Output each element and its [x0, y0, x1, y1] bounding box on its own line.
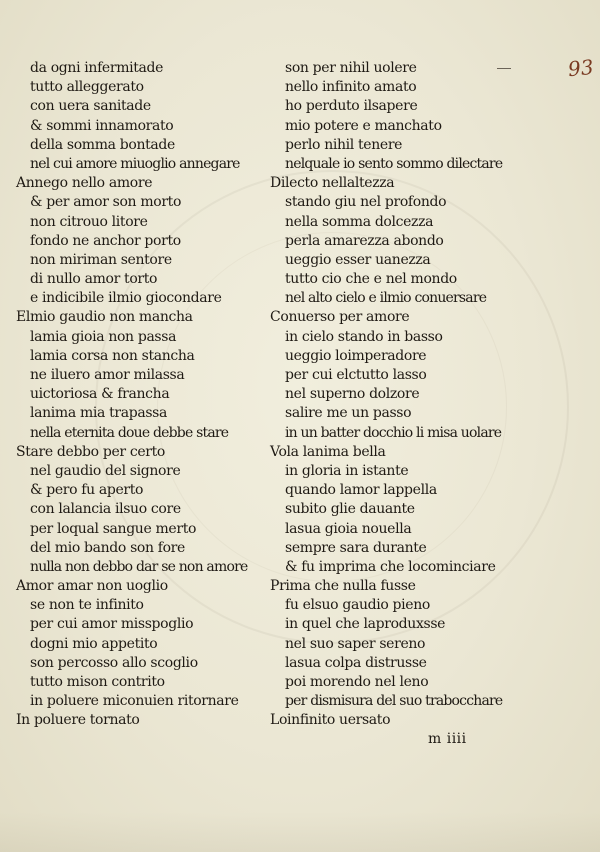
- verse-line: lamia corsa non stancha: [30, 347, 195, 364]
- verse-line: nella eternita doue debbe stare: [30, 424, 229, 441]
- verse-line: tutto alleggerato: [30, 79, 144, 96]
- verse-line: tutto cio che e nel mondo: [285, 271, 457, 288]
- verse-line: uictoriosa & francha: [30, 386, 170, 403]
- verse-line: perlo nihil tenere: [285, 136, 403, 153]
- verse-line: nulla non debbo dar se non amore: [30, 558, 248, 575]
- verse-line: della somma bontade: [30, 136, 175, 153]
- verse-line: con uera sanitade: [30, 98, 151, 115]
- verse-line: lasua colpa distrusse: [285, 654, 427, 671]
- verse-line: e indicibile ilmio giocondare: [30, 290, 222, 307]
- verse-line: Dilecto nellaltezza: [270, 175, 395, 192]
- verse-line: in poluere miconuien ritornare: [30, 693, 239, 710]
- verse-line: non miriman sentore: [30, 251, 172, 268]
- folio-mark: [497, 68, 511, 69]
- verse-line: perla amarezza abondo: [285, 232, 444, 249]
- verse-line: da ogni infermitade: [30, 60, 164, 76]
- verse-line: nel gaudio del signore: [30, 462, 181, 479]
- verse-line: non citrouo litore: [30, 213, 148, 230]
- verse-line: mio potere e manchato: [285, 117, 442, 134]
- verse-line: del mio bando son fore: [30, 539, 185, 556]
- verse-line: nella somma dolcezza: [285, 213, 434, 230]
- right-text-column: [270, 59, 503, 731]
- verse-line: nelquale io sento sommo dilectare: [285, 155, 503, 172]
- verse-line: per cui elctutto lasso: [285, 367, 427, 383]
- verse-line: & fu imprima che locominciare: [285, 558, 496, 575]
- verse-line: Loinfinito uersato: [270, 712, 391, 729]
- verse-line: tutto mison contrito: [30, 674, 165, 690]
- verse-line: sempre sara durante: [285, 539, 427, 556]
- verse-line: salire me un passo: [285, 405, 412, 422]
- verse-line: ueggio esser uanezza: [285, 251, 431, 268]
- left-text-column: [16, 59, 266, 731]
- verse-line: Prima che nulla fusse: [270, 578, 416, 595]
- verse-line: in quel che laproduxsse: [285, 616, 446, 633]
- verse-line: Annego nello amore: [16, 175, 153, 192]
- verse-line: & sommi innamorato: [30, 117, 174, 134]
- verse-line: in un batter docchio li misa uolare: [285, 424, 502, 441]
- verse-line: lanima mia trapassa: [30, 405, 167, 422]
- verse-line: Vola lanima bella: [270, 443, 386, 460]
- verse-line: & pero fu aperto: [30, 482, 144, 499]
- verse-line: nel superno dolzore: [285, 386, 420, 403]
- folio-number: 93: [566, 54, 595, 82]
- verse-line: lasua gioia nouella: [285, 520, 412, 537]
- verse-line: subito glie dauante: [285, 501, 415, 518]
- verse-line: in gloria in istante: [285, 462, 409, 479]
- verse-line: nello infinito amato: [285, 79, 417, 96]
- page-edge-shadow: [0, 812, 600, 852]
- verse-line: nel cui amore miuoglio annegare: [30, 155, 240, 172]
- verse-line: Conuerso per amore: [270, 309, 410, 326]
- verse-line: Stare debbo per certo: [16, 443, 165, 460]
- verse-line: Amor amar non uoglio: [16, 578, 168, 595]
- verse-line: son percosso allo scoglio: [30, 654, 198, 671]
- verse-line: fu elsuo gaudio pieno: [285, 597, 430, 614]
- verse-line: per dismisura del suo trabocchare: [285, 693, 503, 710]
- verse-line: Elmio gaudio non mancha: [16, 309, 193, 326]
- verse-line: ho perduto ilsapere: [285, 98, 418, 115]
- verse-line: di nullo amor torto: [30, 271, 158, 288]
- verse-line: con lalancia ilsuo core: [30, 501, 181, 518]
- signature-mark: m iiii: [428, 731, 467, 747]
- verse-line: stando giu nel profondo: [285, 194, 447, 211]
- verse-line: per loqual sangue merto: [30, 520, 197, 537]
- verse-line: ueggio loimperadore: [285, 347, 427, 364]
- verse-line: lamia gioia non passa: [30, 328, 177, 345]
- verse-line: son per nihil uolere: [285, 60, 417, 76]
- verse-line: in cielo stando in basso: [285, 328, 443, 345]
- verse-line: & per amor son morto: [30, 194, 182, 211]
- verse-line: ne iluero amor milassa: [30, 367, 185, 383]
- verse-line: dogni mio appetito: [30, 635, 158, 652]
- verse-line: nel suo saper sereno: [285, 635, 426, 652]
- verse-line: fondo ne anchor porto: [30, 232, 181, 249]
- verse-line: se non te infinito: [30, 597, 144, 614]
- verse-line: per cui amor misspoglio: [30, 616, 194, 633]
- verse-line: quando lamor lappella: [285, 482, 437, 499]
- verse-line: poi morendo nel leno: [285, 674, 429, 690]
- verse-line: In poluere tornato: [16, 712, 140, 729]
- verse-line: nel alto cielo e ilmio conuersare: [285, 290, 487, 307]
